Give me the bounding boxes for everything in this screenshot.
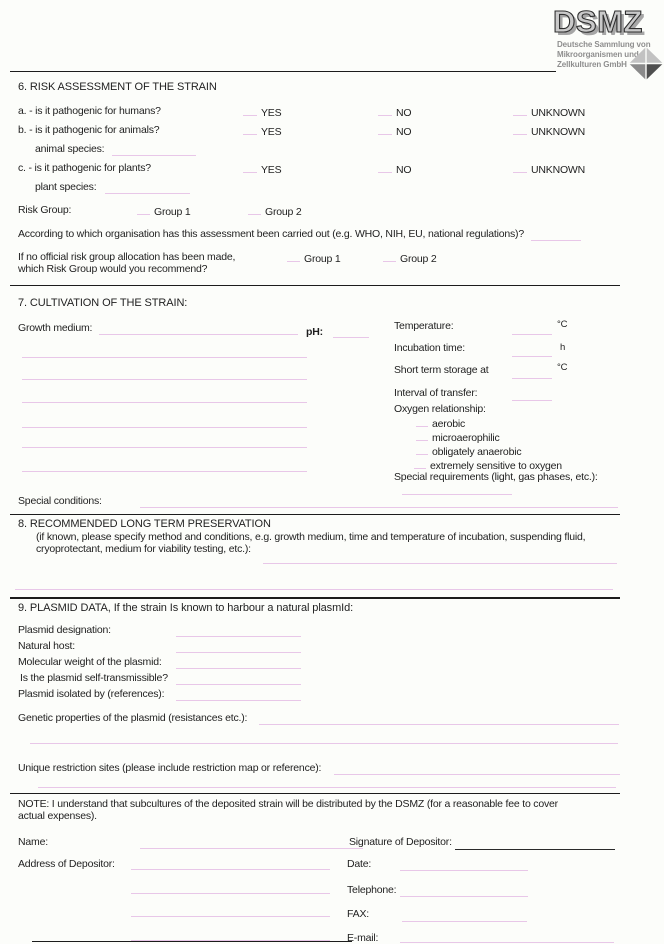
oxygen-aerobic-option [416,416,465,430]
plants-yes-option [243,162,281,176]
temperature-unit: °C [557,319,568,330]
name-label: Name: [18,836,48,848]
animals-no-option [378,124,411,138]
natural-host-label: Natural host: [18,640,75,652]
question-b-label: b. - is it pathogenic for animals? [18,124,160,136]
recommend-line2: which Risk Group would you recommend? [18,263,208,275]
plasmid-isolated-blank[interactable] [176,700,301,701]
special-requirements-blank[interactable] [402,494,512,495]
plants-unknown-option [513,162,585,176]
oxygen-anaerobic-option [416,444,521,458]
oxygen-sensitive-option [414,458,562,472]
special-requirements-label: Special requirements (light, gas phases, etc.): [394,471,598,483]
risk-group2-blank[interactable] [248,204,261,215]
molecular-weight-label: Molecular weight of the plasmid: [18,656,162,668]
logo-subtitle-line: Zellkulturen GmbH [557,60,627,69]
telephone-blank[interactable] [400,896,528,897]
telephone-label: Telephone: [347,884,397,896]
no-label: NO [396,107,412,119]
section8-title: 8. RECOMMENDED LONG TERM PRESERVATION [18,518,271,530]
growth-medium-extra-blank-5[interactable] [22,447,307,448]
self-transmissible-blank[interactable] [176,684,301,685]
plants-no-blank[interactable] [378,162,392,173]
incubation-unit: h [560,342,566,353]
anaerobic-blank[interactable] [416,444,428,455]
growth-medium-extra-blank-3[interactable] [22,402,307,403]
section7-title: 7. CULTIVATION OF THE STRAIN: [18,297,188,309]
risk-group2-option [248,204,302,218]
email-blank[interactable] [400,942,614,943]
aerobic-label: aerobic [432,418,466,430]
temperature-label: Temperature: [394,320,454,332]
growth-medium-extra-blank-1[interactable] [22,357,307,358]
preservation-blank-1[interactable] [263,563,617,564]
risk-group1-option [137,204,191,218]
animal-species-blank[interactable] [112,155,196,156]
transfer-blank[interactable] [512,400,552,401]
recommend-group1-option [287,251,341,265]
humans-yes-option [243,105,281,119]
footer-divider [10,793,620,794]
storage-blank[interactable] [512,378,552,379]
plasmid-designation-blank[interactable] [176,636,301,637]
preservation-blank-2[interactable] [15,589,613,590]
email-label: E-mail: [347,932,379,944]
no-label: NO [396,164,412,176]
incubation-label: Incubation time: [394,342,465,354]
signature-blank[interactable] [455,849,615,850]
storage-unit: °C [557,362,568,373]
plasmid-designation-label: Plasmid designation: [18,624,111,636]
humans-unknown-option [513,105,585,119]
date-blank[interactable] [400,870,528,871]
group2-label: Group 2 [400,253,437,265]
plant-species-blank[interactable] [105,193,190,194]
address-blank-1[interactable] [131,869,330,870]
growth-medium-label: Growth medium: [18,322,93,334]
genetic-properties-blank-1[interactable] [259,724,619,725]
humans-unknown-blank[interactable] [513,105,527,116]
growth-medium-extra-blank-6[interactable] [22,471,307,472]
microaerophilic-label: microaerophilic [432,432,500,444]
group1-label: Group 1 [304,253,341,265]
recommend-line1: If no official risk group allocation has been made, [18,251,236,263]
plants-yes-blank[interactable] [243,162,257,173]
genetic-properties-blank-2[interactable] [30,743,618,744]
unknown-label: UNKNOWN [531,126,586,138]
unknown-label: UNKNOWN [531,164,586,176]
section9-divider [10,597,620,599]
growth-medium-blank[interactable] [99,334,298,335]
section9-title: 9. PLASMID DATA, If the strain Is known to harbour a natural plasmId: [18,602,354,614]
aerobic-blank[interactable] [416,416,428,427]
recommend-group2-option [383,251,437,265]
dsmz-logo-wordmark: DSMZ [553,4,643,39]
growth-medium-extra-blank-4[interactable] [22,427,307,428]
animal-species-label: animal species: [35,143,105,155]
header-divider [10,71,556,72]
animals-yes-blank[interactable] [243,124,257,135]
oxygen-microaerophilic-option [416,430,500,444]
plant-species-label: plant species: [35,181,97,193]
oxygen-label: Oxygen relationship: [394,403,486,415]
storage-label: Short term storage at [394,364,489,376]
note-line2: actual expenses). [18,810,97,822]
animals-no-blank[interactable] [378,124,392,135]
sensitive-label: extremely sensitive to oxygen [430,460,562,472]
group1-label: Group 1 [154,206,191,218]
fax-blank[interactable] [402,921,527,922]
yes-label: YES [261,126,282,138]
plants-unknown-blank[interactable] [513,162,527,173]
no-label: NO [396,126,412,138]
logo-subtitle-line: Mikroorganismen und [557,50,639,59]
note-line1: NOTE: I understand that subcultures of the deposited strain will be distributed by the DSMZ (for a reasonable fee to cover [18,798,558,810]
ph-label: pH: [306,326,323,338]
temperature-blank[interactable] [512,334,552,335]
molecular-weight-blank[interactable] [176,668,301,669]
genetic-properties-label: Genetic properties of the plasmid (resistances etc.): [18,712,248,724]
bottom-divider [32,941,352,942]
question-c-label: c. - is it pathogenic for plants? [18,162,151,174]
restriction-sites-label: Unique restriction sites (please include restriction map or reference): [18,762,322,774]
sensitive-blank[interactable] [414,458,426,469]
ph-blank[interactable] [333,337,369,338]
risk-group1-blank[interactable] [137,204,150,215]
animals-yes-option [243,124,281,138]
recommend-group1-blank[interactable] [287,251,300,262]
section8-divider [10,514,620,515]
humans-no-blank[interactable] [378,105,392,116]
self-transmissible-label: Is the plasmid self-transmissible? [20,672,168,684]
incubation-blank[interactable] [512,356,552,357]
plasmid-isolated-label: Plasmid isolated by (references): [18,688,165,700]
restriction-sites-blank-2[interactable] [38,787,616,788]
animals-unknown-option [513,124,585,138]
humans-no-option [378,105,411,119]
yes-label: YES [261,107,282,119]
fax-label: FAX: [347,908,369,920]
section7-divider [10,285,620,286]
organisation-blank[interactable] [531,240,581,241]
logo-subtitle-line: Deutsche Sammlung von [557,40,651,49]
address-label: Address of Depositor: [18,858,115,870]
growth-medium-extra-blank-2[interactable] [22,379,307,380]
plants-no-option [378,162,411,176]
unknown-label: UNKNOWN [531,107,586,119]
date-label: Date: [347,858,372,870]
microaerophilic-blank[interactable] [416,430,428,441]
restriction-sites-blank-1[interactable] [334,774,620,775]
organisation-question: According to which organisation has this assessment been carried out (e.g. WHO, NIH, EU, national regulations)? [18,228,524,240]
special-conditions-label: Special conditions: [18,495,102,507]
section8-help-line2: cryoprotectant, medium for viability testing, etc.): [36,543,251,555]
yes-label: YES [261,164,282,176]
animals-unknown-blank[interactable] [513,124,527,135]
natural-host-blank[interactable] [176,652,301,653]
signature-label: Signature of Depositor: [349,836,452,848]
group2-label: Group 2 [265,206,302,218]
risk-group-label: Risk Group: [18,204,72,216]
transfer-label: Interval of transfer: [394,387,478,399]
section6-title: 6. RISK ASSESSMENT OF THE STRAIN [18,81,217,93]
special-conditions-blank[interactable] [140,507,618,508]
question-a-label: a. - is it pathogenic for humans? [18,105,161,117]
name-blank[interactable] [140,848,363,849]
dsmz-diamond-icon [626,46,664,82]
recommend-group2-blank[interactable] [383,251,396,262]
section8-help-line1: (if known, please specify method and conditions, e.g. growth medium, time and temperature of incubation, suspending fluid, [36,531,586,543]
address-blank-3[interactable] [131,916,330,917]
anaerobic-label: obligately anaerobic [432,446,522,458]
address-blank-2[interactable] [131,893,330,894]
humans-yes-blank[interactable] [243,105,257,116]
